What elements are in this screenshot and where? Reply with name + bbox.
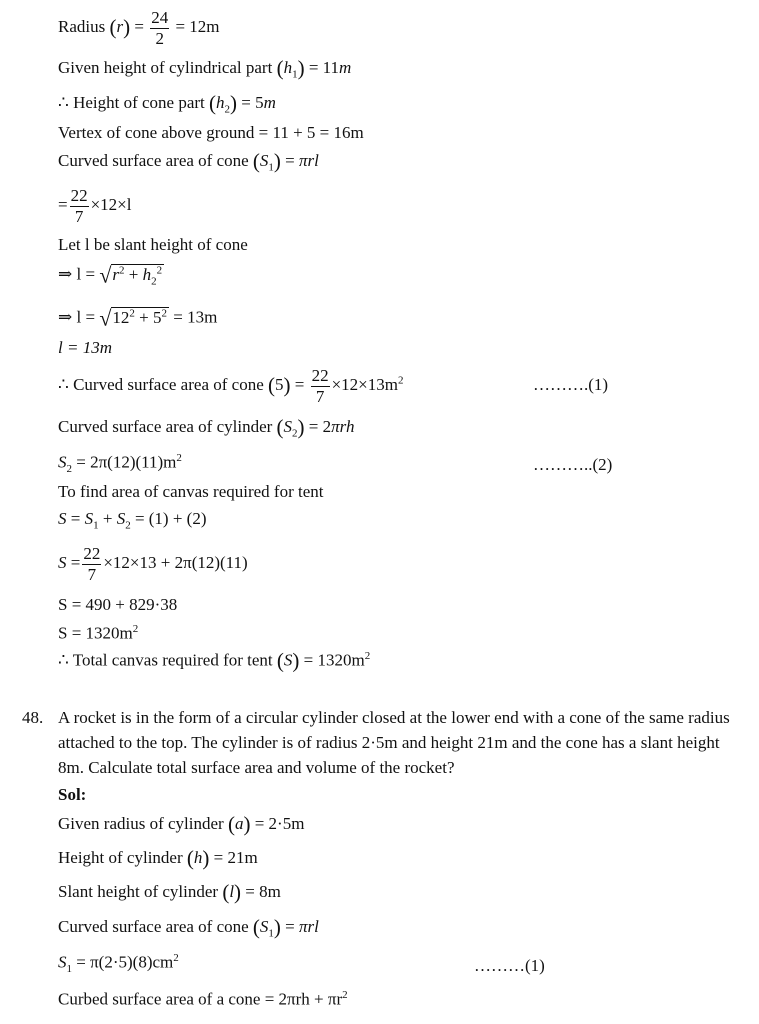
csa-cone-expr-rest: ×12×l	[90, 194, 132, 214]
s-total: S = 1320m	[58, 623, 133, 643]
sol-label: Sol:	[58, 785, 87, 804]
slant-height-value: = 8m	[245, 882, 281, 901]
q-equation-tag-1: ………(1)	[474, 956, 545, 975]
q-csa-cone-label: Curved surface area of cone	[58, 917, 249, 936]
q-s1-line: $S_1 = \pi(2\cdot 5)(8)cm^2$	[58, 952, 179, 976]
radius-fraction: $\frac{24}{2}$	[151, 8, 169, 48]
to-find-text: To find area of canvas required for tent	[58, 482, 324, 501]
total-canvas-line: ∴ Total canvas required for tent $(S) = 1320m^2$	[58, 648, 371, 673]
l-equals: l = 13m	[58, 338, 112, 357]
q-csa-cone-line: Curved surface area of cone $(S_1) = \pi rl$	[58, 915, 319, 940]
s-expr-rest: ×12×13 + 2π(12)(11)	[103, 552, 248, 572]
total-canvas-value: = 1320m	[303, 650, 365, 670]
question-number: 48.	[22, 708, 44, 727]
l-equals-line	[58, 339, 112, 358]
radius-line: Radius (r) = $\frac{24}{2}$ = 12m	[58, 8, 220, 48]
s-numeric: S = 490 + 829·38	[58, 595, 178, 614]
given-radius-value: = 2·5m	[254, 814, 305, 833]
csa-cone-value-fraction: $\frac{22}{7}$	[311, 366, 329, 406]
curbed-line: Curbed surface area of a cone = $2\pi rh + \pi r^2$	[58, 989, 348, 1009]
l-numeric-prefix: ⇒ l =	[58, 307, 96, 327]
cone-height-line: ∴ Height of cone part $(h_2) = 5m$	[58, 91, 276, 116]
slant-height-line: Slant height of cylinder (l) = 8m	[58, 880, 281, 904]
s-total-line: $S = 1320m^2$	[58, 623, 139, 643]
therefore-csa-label: ∴ Curved surface area of cone	[58, 374, 264, 394]
height-cyl-label: Height of cylinder	[58, 848, 183, 867]
question-text: A rocket is in the form of a circular cylinder closed at the lower end with a cone of the same radius attached to the top. The cylinder is of radius 2·5m and height 21m and the cone has a slant height 8m. Calculate total surface area and volume of the rocket?	[58, 708, 730, 777]
l-numeric-result: = 13m	[173, 307, 218, 327]
curbed-value: = 2πrh + πr	[264, 989, 343, 1009]
equation-tag-2: ………..(2)	[533, 455, 613, 474]
s-numeric-line	[58, 596, 177, 615]
height-cyl-line: Height of cylinder (h) = 21m	[58, 846, 258, 870]
equation-tag-1: ……….(1)	[533, 375, 609, 394]
let-l-text: Let l be slant height of cone	[58, 235, 248, 254]
s-expr-fraction: $\frac{22}{7}$	[83, 544, 101, 584]
csa-cyl-label: Curved surface area of cylinder	[58, 417, 273, 436]
given-radius-line: Given radius of cylinder (a) = 2·5m	[58, 812, 305, 836]
vertex-value: = 11 + 5 = 16m	[258, 123, 364, 142]
given-radius-label: Given radius of cylinder	[58, 814, 224, 833]
vertex-label: Vertex of cone above ground	[58, 123, 255, 142]
l-numeric-line: ⇒ $l = √12^2 + 5^2 = 13m$	[58, 305, 218, 331]
cyl-height-line: Given height of cylindrical part $(h_1) = 11m$	[58, 56, 352, 81]
csa-cyl-line: Curved surface area of cylinder $(S_2) = 2\pi rh$	[58, 415, 355, 440]
csa-cone-fraction: $\frac{22}{7}$	[70, 186, 88, 226]
s-sum-line: $S = S_1 + S_2 = (1) + (2)$	[58, 509, 207, 532]
let-l-line	[58, 236, 248, 255]
radius-label: Radius	[58, 16, 106, 36]
l-formula-prefix: ⇒ l =	[58, 264, 96, 284]
s2-expr: = 2π(12)(11)m	[76, 452, 177, 472]
s-expr-line: S = $\frac{22}{7}$ ×12×13 + 2π(12)(11)	[58, 544, 248, 584]
s2-expr-line: $S_2 = 2\pi(12)(11)m^2$	[58, 452, 182, 476]
total-canvas-label: ∴ Total canvas required for tent	[58, 650, 273, 670]
csa-cone-label: Curved surface area of cone	[58, 151, 249, 170]
radius-result: = 12m	[175, 16, 220, 36]
q-s1-expr: = π(2·5)(8)cm	[76, 952, 174, 972]
given-cyl-height-label: Given height of cylindrical part	[58, 58, 273, 77]
csa-cone-value-rest: ×12×13m	[331, 374, 398, 394]
csa-cone-line: Curved surface area of cone $(S_1) = \pi rl$	[58, 149, 319, 174]
cone-height-label: ∴ Height of cone part	[58, 93, 205, 112]
vertex-line	[58, 124, 364, 143]
l-formula-line: ⇒ $l = √r^2 + h_2^2$	[58, 262, 163, 288]
to-find-line	[58, 483, 324, 502]
s-sum: = (1) + (2)	[134, 509, 207, 528]
curbed-label: Curbed surface area of a cone	[58, 989, 261, 1009]
therefore-csa-line: ∴ Curved surface area of cone (5) = $\frac{22}{7}$ $\times 12\times 13m^2$	[58, 366, 404, 406]
height-cyl-value: = 21m	[213, 848, 258, 867]
slant-height-label: Slant height of cylinder	[58, 882, 219, 901]
csa-cone-expr-line: = $\frac{22}{7}$ ×12×l	[58, 186, 132, 226]
